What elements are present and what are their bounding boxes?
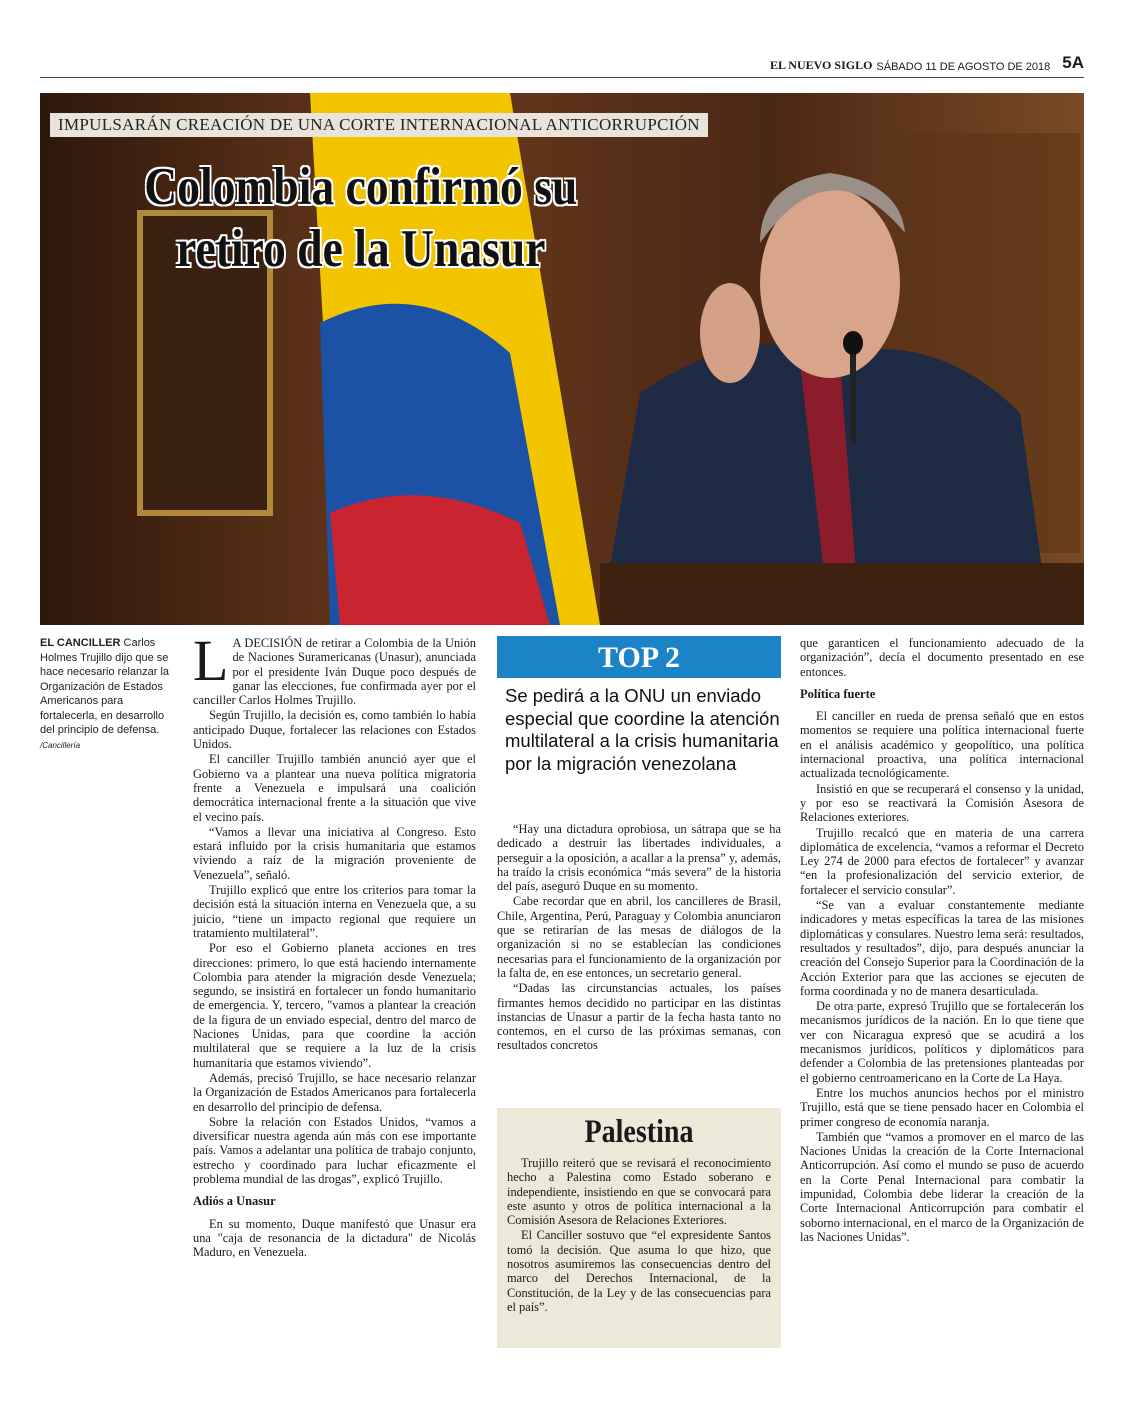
- photo-credit: /Cancillería: [40, 740, 81, 750]
- palestina-box: [497, 1108, 781, 1348]
- paragraph: “Dadas las circunstancias actuales, los países firmantes hemos decidido no participar en las distintas instancias de Unasur a partir de la fecha hasta tanto no contemos, en el curso de las próximas semanas, con resultados concretos: [497, 981, 781, 1053]
- issue-date: SÁBADO 11 DE AGOSTO DE 2018: [876, 61, 1051, 73]
- paragraph: Según Trujillo, la decisión es, como también lo había anticipado Duque, fortalecer las relaciones con Estados Unidos.: [193, 708, 476, 752]
- photo-caption: [40, 636, 175, 753]
- article-column-2: [497, 822, 781, 1054]
- paragraph: El canciller Trujillo también anunció ayer que el Gobierno va a plantear una nueva política migratoria frente a Venezuela e impulsará una coalición democrática internacional frente a la situación que vive el vecino país.: [193, 752, 476, 824]
- paragraph: De otra parte, expresó Trujillo que se fortalecerán los mecanismos jurídicos de la nación. En lo que tiene que ver con Nicaragua expresó que se acudirá a los mecanismos jurídicos, políticos y diplomáticos para defender a Colombia de las pretensiones planteadas por el gobierno centroamericano en la Corte de La Haya.: [800, 999, 1084, 1085]
- top2-title: TOP 2: [497, 636, 781, 678]
- article-column-1: [193, 628, 476, 1260]
- paragraph: En su momento, Duque manifestó que Unasur era una "caja de resonancia de la dictadura" de Nicolás Maduro, en Venezuela.: [193, 1216, 476, 1260]
- paragraph: Cabe recordar que en abril, los cancilleres de Brasil, Chile, Argentina, Perú, Paraguay y Colombia anunciaron que se retirarían de las mesas de diálogos de la organización si no se establecían las condiciones necesarias para el funcionamiento de la organización por la falta de, en ese entonces, un secretario general.: [497, 894, 781, 980]
- newspaper-name: EL NUEVO SIGLO: [769, 58, 873, 72]
- caption-lead: EL CANCILLER: [40, 637, 121, 649]
- page-header: [40, 48, 1084, 78]
- paragraph: Trujillo reiteró que se revisará el reconocimiento hecho a Palestina como Estado soberano e independiente, insistiendo en que se convocará para este asunto y otros de política internacional a la Comisión Asesora de Relaciones Exteriores.: [507, 1156, 771, 1228]
- article-column-3: [800, 636, 1084, 1245]
- subheading: Adiós a Unasur: [193, 1194, 276, 1209]
- paragraph: “Se van a evaluar constantemente mediante indicadores y metas específicas la tarea de las misiones diplomáticas y consulares. Nuestro lema será: resultados, resultados y resultados”, dijo, para después anunciar la creación del Consejo Superior para la Coordinación de la Acción Exterior para que las acciones se ejecuten de forma coordinada y no de manera desarticulada.: [800, 898, 1084, 998]
- drop-cap: L: [193, 628, 229, 693]
- paragraph: Trujillo explicó que entre los criterios para tomar la decisión está la situación interna en Venezuela que, a su juicio, “tiene un impacto regional que requiere un tratamiento multilateral”.: [193, 883, 476, 940]
- paragraph: “Hay una dictadura oprobiosa, un sátrapa que se ha dedicado a destruir las libertades individuales, a perseguir a la oposición, a acallar a la prensa” y, además, ha traído la crisis económica “más severa” de la historia del país, aseguró Duque en su momento.: [497, 822, 781, 894]
- page-number: 5A: [1062, 53, 1084, 72]
- subheading: Política fuerte: [800, 686, 876, 701]
- paragraph: Insistió en que se recuperará el consenso y la unidad, y por eso se reactivará la Comisión Asesora de Relaciones exteriores.: [800, 781, 1084, 825]
- headline: Colombia confirmó su retiro de la Unasur: [144, 158, 578, 278]
- paragraph: El Canciller sostuvo que “el expresidente Santos tomó la decisión. Que asuma lo que hizo, que nosotros asumiremos las consecuencias dentro del marco del Derechos Internacional, de la Constitución, de la Ley y de las consecuencias para el país”.: [507, 1228, 771, 1314]
- lead-photo: [40, 93, 1084, 625]
- paragraph: Trujillo recalcó que en materia de una carrera diplomática de excelencia, “vamos a reformar el Decreto Ley 274 de 2000 para efectos de fortalecer” y avanzar “en la profesionalización del servicio exterior, de fortalecer el servicio consular”.: [800, 825, 1084, 897]
- top2-box: [497, 636, 781, 775]
- paragraph: El canciller en rueda de prensa señaló que en estos momentos se requiere una política internacional fuerte en el análisis académico y geopolítico, una política internacional proactiva, una política internacional actualizada tecnológicamente.: [800, 709, 1084, 781]
- paragraph: “Vamos a llevar una iniciativa al Congreso. Esto estará influido por la crisis humanitaria que estamos viviendo a raíz de la migración proveniente de Venezuela”, señaló.: [193, 824, 476, 882]
- paragraph: Además, precisó Trujillo, se hace necesario relanzar la Organización de Estados Americanos para fortalecerla en desarrollo del principio de defensa.: [193, 1070, 476, 1114]
- top2-text: Se pedirá a la ONU un enviado especial que coordine la atención multilateral a la crisis humanitaria por la migración venezolana: [505, 685, 780, 774]
- kicker: IMPULSARÁN CREACIÓN DE UNA CORTE INTERNACIONAL ANTICORRUPCIÓN: [50, 113, 708, 137]
- paragraph-text: A DECISIÓN de retirar a Colombia de la Unión de Naciones Suramericanas (Unasur), anunciada por el presidente Iván Duque poco después de ganar las elecciones, fue confirmada ayer por el canciller Carlos Holmes Trujillo.: [193, 636, 476, 708]
- paragraph: que garanticen el funcionamiento adecuado de la organización”, decía el documento presentado en ese entonces.: [800, 636, 1084, 679]
- paragraph: Por eso el Gobierno planeta acciones en tres direcciones: primero, lo que está haciendo internamente Colombia para atender la migración desde Venezuela; segundo, se insistirá en fortalecer un fondo humanitario de emergencia. Y, tercero, "vamos a plantear la creación de la figura de un enviado especial, dentro del marco de Naciones Unidas, para que coordine la acción multilateral que se requiere a la luz de la crisis humanitaria que estamos viviendo”.: [193, 941, 476, 1070]
- paragraph: Sobre la relación con Estados Unidos, “vamos a diversificar nuestra agenda aún más con ese importante país. Vamos a adelantar una política de trabajo conjunto, estrecho y coordinado para luchar eficazmente el problema mundial de las drogas”, explicó Trujillo.: [193, 1114, 476, 1186]
- paragraph: Entre los muchos anuncios hechos por el ministro Trujillo, está que se tiene pensado hacer en Colombia el primer congreso de economía naranja.: [800, 1085, 1084, 1129]
- paragraph: También que “vamos a promover en el marco de las Naciones Unidas la creación de la Corte Internacional Anticorrupción. Así como el mundo se puso de acuerdo en la Corte Penal Internacional para combatir la impunidad, Colombia debe liderar la creación de la Corte Internacional Anticorrupción para combatir el soborno internacional, en el marco de la Organización de las Naciones Unidas”.: [800, 1129, 1084, 1244]
- paragraph: [193, 628, 476, 708]
- caption-text: Carlos Holmes Trujillo dijo que se hace necesario relanzar la Organización de Estados Americanos para fortalecerla, en desarrollo del principio de defensa.: [40, 637, 170, 736]
- palestina-title: Palestina: [584, 1114, 694, 1150]
